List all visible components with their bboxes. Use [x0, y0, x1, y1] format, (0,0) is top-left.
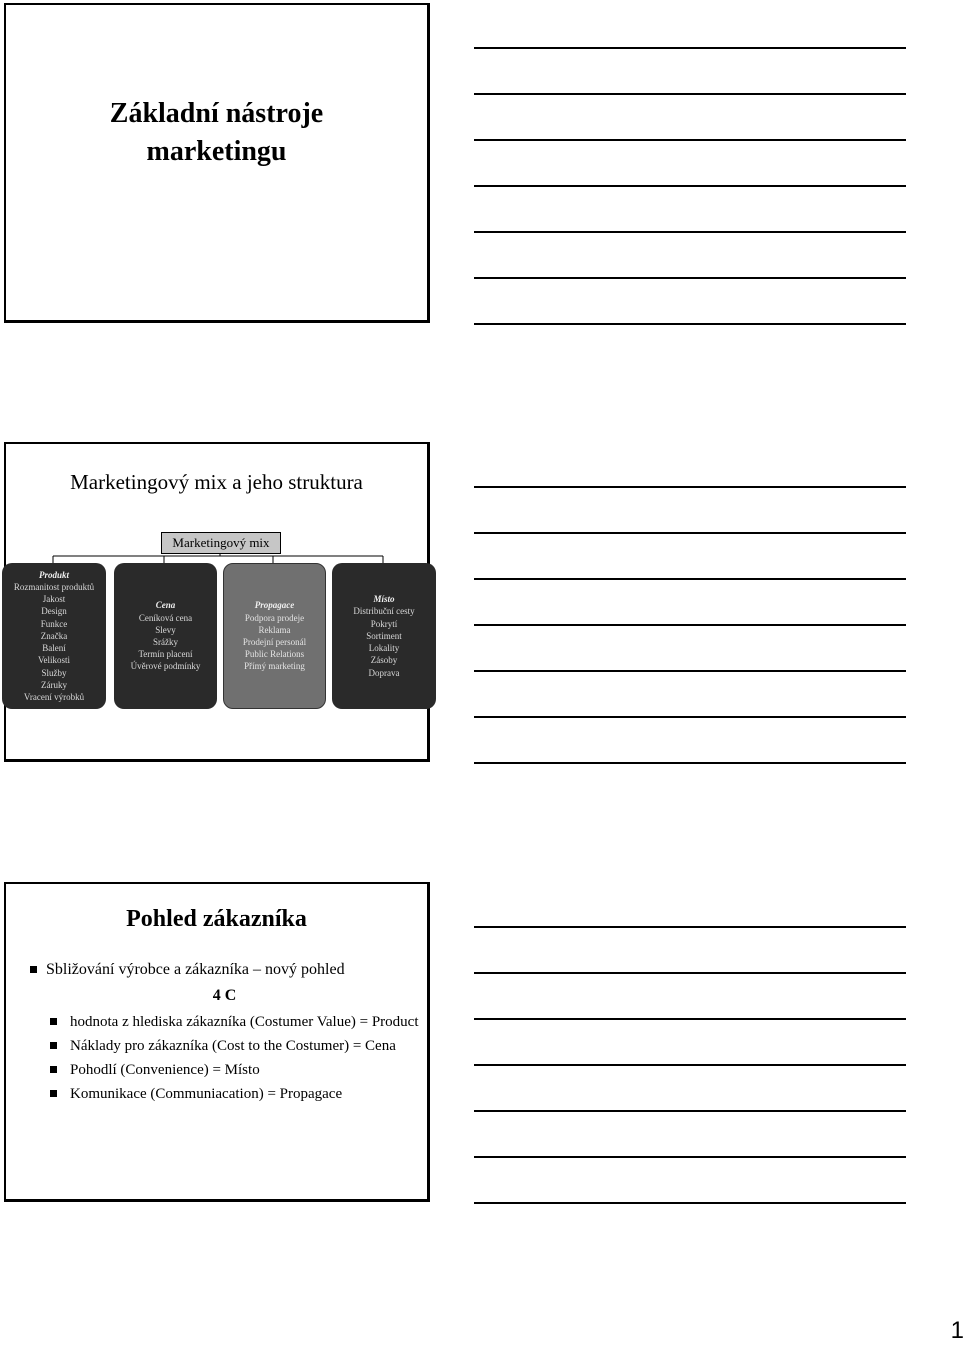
- category-item: Reklama: [258, 624, 291, 635]
- note-line: [474, 139, 906, 141]
- note-line: [474, 1110, 906, 1112]
- slide-3: [4, 882, 430, 1202]
- note-line: [474, 486, 906, 488]
- four-c-heading: 4 C: [212, 987, 237, 1004]
- bullet-list: [30, 960, 419, 1108]
- category-item: Velikosti: [37, 655, 70, 666]
- category-item: Srážky: [153, 637, 178, 647]
- page-number: 1: [950, 1317, 964, 1344]
- slide-1-title-line-2: marketingu: [146, 136, 287, 167]
- note-line: [474, 231, 906, 233]
- sub-bullet: Náklady pro zákazníka (Cost to the Costumer) = Cena: [50, 1036, 419, 1056]
- category-item: Záruky: [41, 679, 67, 690]
- note-line: [474, 185, 906, 187]
- note-line: [474, 1156, 906, 1158]
- category-name: Produkt: [38, 569, 69, 580]
- slide-2: [4, 442, 430, 762]
- slide-1-title-line-1: Základní nástroje: [109, 98, 324, 129]
- note-line: [474, 277, 906, 279]
- category-item: Zásoby: [370, 655, 398, 666]
- slide-1: [4, 3, 430, 323]
- category-name: Propagace: [254, 600, 295, 611]
- slide-3-title: Pohled zákazníka: [126, 906, 307, 932]
- category-name: Místo: [373, 594, 395, 605]
- note-line: [474, 624, 906, 626]
- note-line: [474, 578, 906, 580]
- note-line: [474, 716, 906, 718]
- category-item: Termín placení: [138, 649, 193, 660]
- note-line: [474, 972, 906, 974]
- slide-2-title: Marketingový mix a jeho struktura: [70, 470, 363, 494]
- note-line: [474, 1202, 906, 1204]
- category-name: Cena: [155, 600, 176, 611]
- sub-bullet: hodnota z hlediska zákazníka (Costumer Value) = Product: [50, 1012, 419, 1032]
- note-line: [474, 926, 906, 928]
- sub-bullet: Pohodlí (Convenience) = Místo: [50, 1060, 419, 1080]
- sub-bullet: Komunikace (Communiacation) = Propagace: [50, 1084, 419, 1104]
- note-line: [474, 532, 906, 534]
- category-propagace: [223, 563, 326, 709]
- category-produkt: [2, 563, 106, 709]
- category-item: Design: [41, 606, 67, 617]
- category-item: Lokality: [368, 643, 400, 654]
- category-item: Balení: [42, 643, 66, 654]
- note-line: [474, 47, 906, 49]
- category-cena: [114, 563, 217, 709]
- category-item: Ceníková cena: [138, 612, 193, 623]
- category-item: Přímý marketing: [244, 661, 305, 672]
- note-line: [474, 93, 906, 95]
- category-item: Značka: [40, 630, 68, 641]
- category-item: Podpora prodeje: [244, 612, 305, 623]
- bullet-main: Sbližování výrobce a zákazníka – nový pohled: [30, 960, 419, 980]
- category-item: Úvěrové podmínky: [130, 661, 201, 672]
- category-item: Vracení výrobků: [23, 691, 85, 702]
- note-line: [474, 1064, 906, 1066]
- category-item: Rozmanitost produktů: [13, 582, 95, 593]
- category-item: Funkce: [40, 618, 68, 629]
- category-item: Sortiment: [366, 630, 402, 641]
- note-line: [474, 670, 906, 672]
- category-item: Pokrytí: [370, 618, 398, 629]
- note-line: [474, 1018, 906, 1020]
- category-item: Služby: [41, 667, 67, 678]
- category-item: Jakost: [42, 594, 66, 605]
- category-item: Distribuční cesty: [353, 606, 415, 617]
- slide-1-title: [6, 95, 427, 171]
- category-item: Prodejní personál: [242, 637, 307, 647]
- note-line: [474, 323, 906, 325]
- marketing-mix-root-box: Marketingový mix: [161, 532, 281, 554]
- category-item: Doprava: [368, 667, 400, 678]
- category-item: Public Relations: [244, 649, 305, 660]
- category-misto: [332, 563, 436, 709]
- note-line: [474, 762, 906, 764]
- category-item: Slevy: [155, 624, 176, 635]
